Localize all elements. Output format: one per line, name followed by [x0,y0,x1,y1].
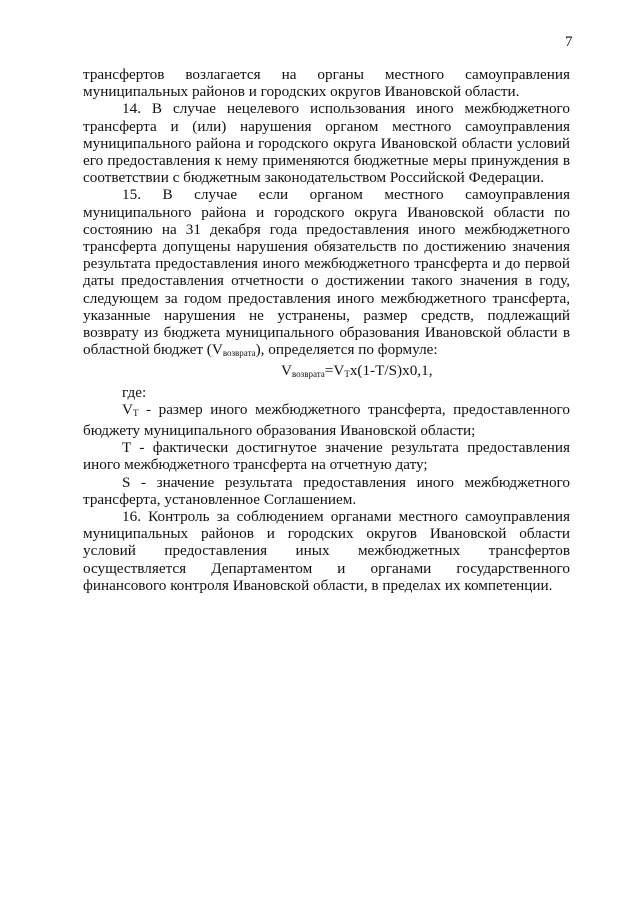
vt-symbol: V [122,400,133,418]
paragraph-16: 16. Контроль за соблюдением органами местного самоуправления муниципальных районов и городских округов Ивановской области условий предоставления иных межбюджетных трансфертов осуществляется Департаментом и органами государственного финансового контроля Ивановской области, в пределах их компетенции. [83,508,570,594]
paragraph-continuation: трансфертов возлагается на органы местного самоуправления муниципальных районов и городских округов Ивановской области. [83,66,570,101]
page-number: 7 [565,34,573,50]
return-formula [83,362,570,383]
paragraph-14: 14. В случае нецелевого использования иного межбюджетного трансферта и (или) нарушения органом местного самоуправления муниципального района и городского округа Ивановской области условий его предоставления к нему применяются бюджетные меры принуждения в соответствии с бюджетным законодательством Российской Федерации. [83,100,570,187]
formula-equals-v: =V [324,362,345,380]
paragraph-15-tail: ), определяется по формуле: [255,341,438,359]
vt-definition-text: - размер иного межбюджетного трансферта, предоставленного бюджету муниципального образования Ивановской области; [83,400,570,440]
definition-vt [83,401,570,439]
paragraph-15-text: 15. В случае если органом местного самоуправления муниципального района и городского округа Ивановской области по состоянию на 31 декабря года предоставления иного межбюджетного трансферта допущены нарушения обязательств по достижению значения результата предоставления иного межбюджетного трансферта и до первой даты предоставления отчетности о достижении такого значения в году, следующем за годом предоставления иного межбюджетного трансферта, указанные нарушения не устранены, размер средств, подлежащий возврату из бюджета муниципального образования Ивановской области в областной бюджет ( [83,186,570,359]
where-label: где: [122,383,147,401]
definition-s: S - значение результата предоставления иного межбюджетного трансферта, установленное Соглашением. [83,473,570,508]
formula-rest: x(1-T/S)x0,1, [349,362,433,380]
paragraph-15 [83,186,570,362]
formula-v-subscript: возврата [291,369,325,380]
formula-v-symbol: V [281,362,292,380]
return-amount-symbol: V [211,341,223,359]
formula-t-subscript: T [344,369,350,380]
return-amount-subscript: возврата [222,348,256,359]
vt-subscript: T [132,407,139,418]
definition-t: T - фактически достигнутое значение результата предоставления иного межбюджетного трансферта на отчетную дату; [83,439,570,474]
document-body [83,66,570,594]
